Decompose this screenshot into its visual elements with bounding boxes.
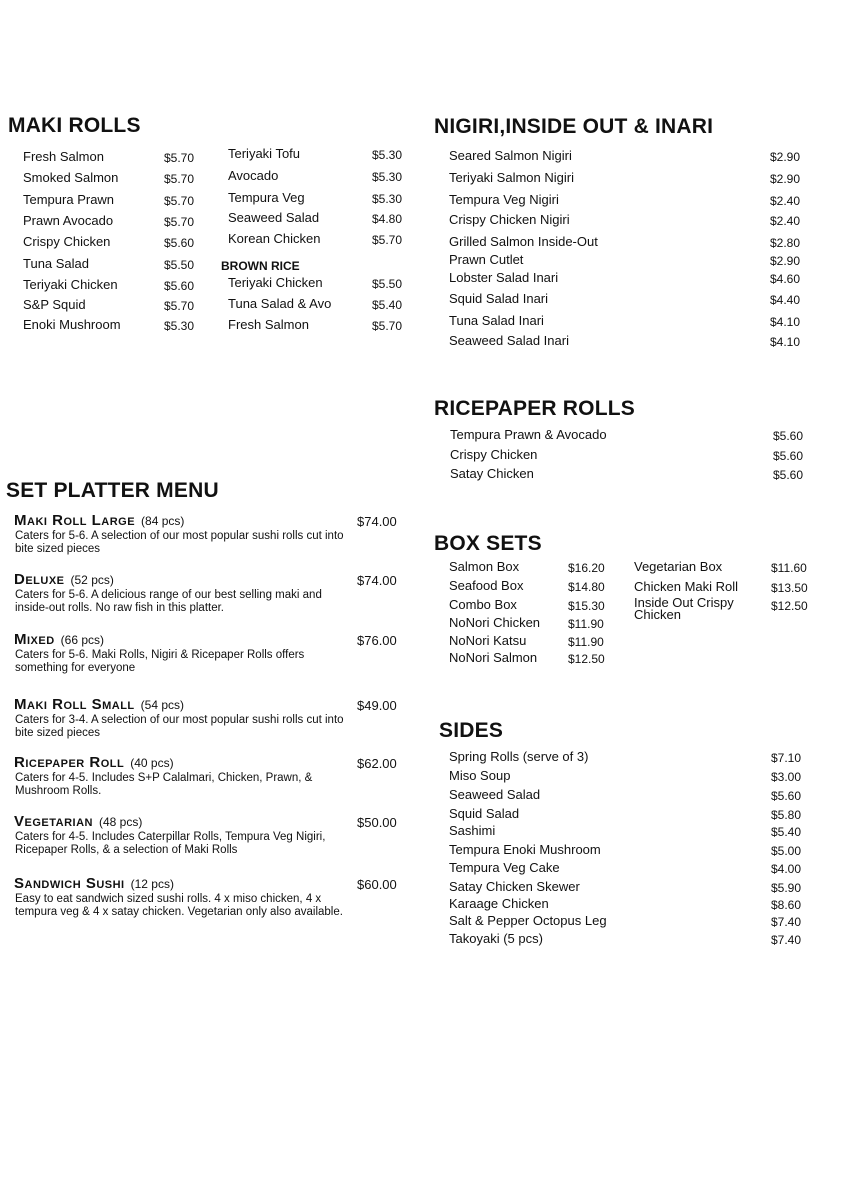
maki-left-item-price: $5.70 [164, 151, 195, 165]
ricepaper-item-name: Satay Chicken [450, 466, 534, 481]
sides-item-name: Satay Chicken Skewer [449, 879, 580, 894]
platter-pieces: (40 pcs) [130, 756, 174, 770]
box-left-item-name: NoNori Salmon [449, 650, 538, 665]
maki-left-item-price: $5.70 [164, 194, 195, 208]
nigiri-item-name: Teriyaki Salmon Nigiri [449, 170, 574, 185]
platter-price: $74.00 [357, 573, 397, 588]
platter-title-row [14, 512, 184, 529]
maki-left-item-price: $5.70 [164, 215, 195, 229]
nigiri-item-name: Squid Salad Inari [449, 291, 549, 306]
platter-title-row [14, 875, 174, 892]
platter-title-row [14, 571, 114, 588]
sides-item-price: $4.00 [771, 862, 802, 876]
platter-description: Caters for 4-5. Includes Caterpillar Rolls, Tempura Veg Nigiri, Ricepaper Rolls, & a selection of Maki Rolls [15, 831, 326, 856]
sides-item-name: Spring Rolls (serve of 3) [449, 749, 589, 764]
sides-item-name: Tempura Enoki Mushroom [449, 842, 601, 857]
maki-left-item-name: Tuna Salad [23, 256, 90, 271]
maki-right-item-price: $5.70 [372, 233, 403, 247]
sides-item-price: $5.60 [771, 789, 802, 803]
box-left-item-price: $15.30 [568, 599, 605, 613]
nigiri-item-name: Crispy Chicken Nigiri [449, 212, 570, 227]
maki-right-item-price: $5.30 [372, 192, 403, 206]
platter-name: Sandwich Sushi [14, 875, 125, 892]
ricepaper-item-name: Crispy Chicken [450, 447, 538, 462]
maki-left-item-price: $5.30 [164, 319, 195, 333]
platter-name: Deluxe [14, 571, 65, 588]
maki-right-item-price: $5.30 [372, 148, 403, 162]
maki-left-item-price: $5.60 [164, 236, 195, 250]
ricepaper-item-price: $5.60 [773, 468, 804, 482]
platter-name: Mixed [14, 631, 55, 648]
brown-rice-item-name: Tuna Salad & Avo [228, 296, 332, 311]
maki-left-item-name: Smoked Salmon [23, 170, 119, 185]
sides-item-price: $8.60 [771, 898, 802, 912]
box-right-item-name: Vegetarian Box [634, 559, 723, 574]
brown-rice-subheading: BROWN RICE [221, 259, 300, 273]
platter-title-row [14, 696, 184, 713]
box-right-item-name: Chicken Maki Roll [634, 579, 739, 594]
brown-rice-item-name: Teriyaki Chicken [228, 275, 323, 290]
platter-price: $60.00 [357, 877, 397, 892]
brown-rice-item-price: $5.40 [372, 298, 403, 312]
sides-item-price: $7.40 [771, 915, 802, 929]
box-left-item-price: $11.90 [568, 617, 604, 631]
nigiri-item-price: $2.90 [770, 254, 801, 268]
maki-left-item-price: $5.70 [164, 172, 195, 186]
sides-item-price: $3.00 [771, 770, 802, 784]
maki-right-item-name: Tempura Veg [228, 190, 305, 205]
ricepaper-item-price: $5.60 [773, 429, 804, 443]
maki-left-item-name: Enoki Mushroom [23, 317, 121, 332]
sides-item-price: $5.40 [771, 825, 802, 839]
maki-left-item-name: Teriyaki Chicken [23, 277, 118, 292]
nigiri-item-name: Grilled Salmon Inside-Out [449, 234, 598, 249]
box-left-item-price: $12.50 [568, 652, 605, 666]
platter-title-row [14, 631, 104, 648]
nigiri-item-price: $2.80 [770, 236, 801, 250]
box-right-item-name: Inside Out Crispy Chicken [634, 595, 734, 622]
maki-rolls-title: MAKI ROLLS [8, 114, 141, 137]
platter-title-row [14, 813, 142, 830]
maki-right-item-name: Avocado [228, 168, 279, 183]
box-left-item-price: $14.80 [568, 580, 605, 594]
platter-name: Maki Roll Small [14, 696, 135, 713]
brown-rice-item-name: Fresh Salmon [228, 317, 309, 332]
maki-right-item-name: Seaweed Salad [228, 210, 320, 225]
platter-pieces: (54 pcs) [140, 698, 185, 712]
box-right-item-price: $13.50 [771, 581, 808, 595]
platter-name: Vegetarian [14, 813, 93, 830]
nigiri-item-price: $4.10 [770, 315, 801, 329]
platter-pieces: (84 pcs) [141, 514, 185, 528]
maki-left-item-price: $5.60 [164, 279, 195, 293]
platter-name: Maki Roll Large [14, 512, 136, 529]
nigiri-item-price: $2.90 [770, 172, 801, 186]
platter-pieces: (66 pcs) [60, 633, 105, 647]
platter-title-row [14, 754, 174, 771]
nigiri-title: NIGIRI,INSIDE OUT & INARI [434, 115, 714, 138]
maki-left-item-name: S&P Squid [23, 297, 86, 312]
box-right-item-price: $12.50 [771, 599, 808, 613]
nigiri-item-price: $2.40 [770, 214, 801, 228]
sides-item-name: Miso Soup [449, 768, 511, 783]
sides-title: SIDES [439, 719, 504, 742]
maki-right-item-name: Korean Chicken [228, 231, 321, 246]
nigiri-item-name: Seaweed Salad Inari [449, 333, 569, 348]
nigiri-item-name: Tuna Salad Inari [449, 313, 544, 328]
sides-item-name: Seaweed Salad [449, 787, 541, 802]
maki-left-item-name: Tempura Prawn [23, 192, 115, 207]
box-left-item-name: Seafood Box [449, 578, 524, 593]
sides-item-price: $7.40 [771, 933, 802, 947]
maki-right-item-price: $4.80 [372, 212, 403, 226]
nigiri-item-name: Tempura Veg Nigiri [449, 192, 559, 207]
box-left-item-name: Salmon Box [449, 559, 520, 574]
sides-item-name: Salt & Pepper Octopus Leg [449, 913, 607, 928]
sides-item-name: Sashimi [449, 823, 496, 838]
platter-price: $74.00 [357, 514, 397, 529]
ricepaper-item-price: $5.60 [773, 449, 804, 463]
sides-item-price: $5.80 [771, 808, 802, 822]
sides-item-name: Tempura Veg Cake [449, 860, 560, 875]
maki-left-item-price: $5.50 [164, 258, 195, 272]
ricepaper-item-name: Tempura Prawn & Avocado [450, 427, 607, 442]
box-right-item-price: $11.60 [771, 561, 807, 575]
box-left-item-price: $16.20 [568, 561, 605, 575]
box-left-item-name: NoNori Katsu [449, 633, 527, 648]
platter-description: Caters for 4-5. Includes S+P Calalmari, Chicken, Prawn, & Mushroom Rolls. [15, 772, 313, 797]
brown-rice-item-price: $5.50 [372, 277, 403, 291]
platter-pieces: (48 pcs) [98, 815, 143, 829]
platter-description: Caters for 3-4. A selection of our most popular sushi rolls cut into bite sized pieces [15, 714, 344, 739]
ricepaper-title: RICEPAPER ROLLS [434, 397, 635, 420]
platter-price: $62.00 [357, 756, 397, 771]
platter-pieces: (52 pcs) [70, 573, 114, 587]
maki-left-item-price: $5.70 [164, 299, 195, 313]
sides-item-price: $5.00 [771, 844, 802, 858]
nigiri-item-name: Lobster Salad Inari [449, 270, 559, 285]
platter-price: $50.00 [357, 815, 397, 830]
box-left-item-name: NoNori Chicken [449, 615, 541, 630]
nigiri-item-name: Seared Salmon Nigiri [449, 148, 572, 163]
box-left-item-price: $11.90 [568, 635, 604, 649]
sides-item-price: $5.90 [771, 881, 802, 895]
platter-pieces: (12 pcs) [130, 877, 174, 891]
maki-left-item-name: Fresh Salmon [23, 149, 104, 164]
box-left-item-name: Combo Box [449, 597, 517, 612]
maki-right-item-name: Teriyaki Tofu [228, 146, 301, 161]
box-sets-title: BOX SETS [434, 532, 542, 555]
sides-item-name: Squid Salad [449, 806, 520, 821]
nigiri-item-name: Prawn Cutlet [449, 252, 524, 267]
platter-price: $49.00 [357, 698, 397, 713]
maki-right-item-price: $5.30 [372, 170, 403, 184]
brown-rice-item-price: $5.70 [372, 319, 403, 333]
platter-description: Easy to eat sandwich sized sushi rolls. 4 x miso chicken, 4 x tempura veg & 4 x satay chicken. Vegetarian only also available. [15, 893, 343, 918]
platter-name: Ricepaper Roll [14, 754, 125, 771]
nigiri-item-price: $4.60 [770, 272, 801, 286]
maki-left-item-name: Crispy Chicken [23, 234, 111, 249]
platter-price: $76.00 [357, 633, 397, 648]
sides-item-name: Karaage Chicken [449, 896, 549, 911]
platter-description: Caters for 5-6. Maki Rolls, Nigiri & Ricepaper Rolls offers something for everyone [15, 649, 305, 674]
platter-description: Caters for 5-6. A selection of our most popular sushi rolls cut into bite sized pieces [15, 530, 344, 555]
platter-description: Caters for 5-6. A delicious range of our best selling maki and inside-out rolls. No raw fish in this platter. [15, 589, 322, 614]
nigiri-item-price: $4.10 [770, 335, 801, 349]
maki-left-item-name: Prawn Avocado [23, 213, 114, 228]
nigiri-item-price: $4.40 [770, 293, 801, 307]
set-platter-title: SET PLATTER MENU [6, 479, 219, 502]
nigiri-item-price: $2.90 [770, 150, 801, 164]
sides-item-name: Takoyaki (5 pcs) [449, 931, 543, 946]
sides-item-price: $7.10 [771, 751, 802, 765]
nigiri-item-price: $2.40 [770, 194, 801, 208]
